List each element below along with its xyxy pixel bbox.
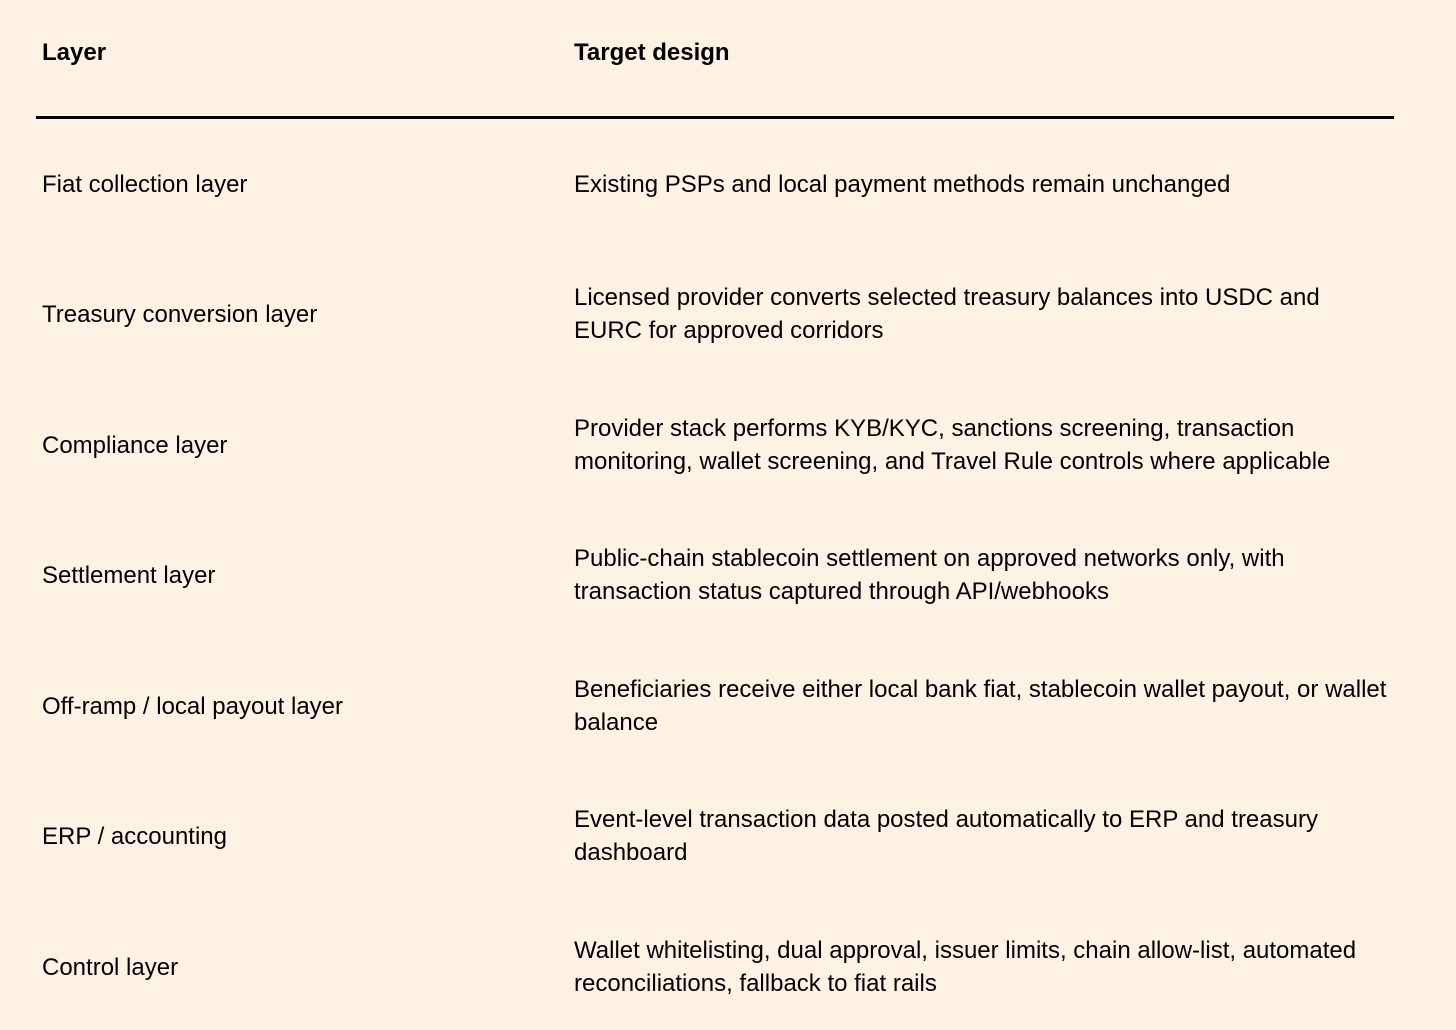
design-text: Existing PSPs and local payment methods remain unchanged <box>574 170 1231 198</box>
layer-cell: Off-ramp / local payout layer <box>42 692 344 720</box>
design-text: Event-level transaction data posted automatically to ERP and treasury dashboard <box>574 806 1318 866</box>
design-text: Licensed provider converts selected treasury balances into USDC and EURC for approved corridors <box>574 284 1320 344</box>
layer-cell: Control layer <box>42 953 179 981</box>
design-cell <box>574 134 1394 234</box>
table-row <box>42 786 1394 886</box>
table-row <box>42 134 1394 234</box>
layer-cell: ERP / accounting <box>42 822 228 850</box>
design-text: Public-chain stablecoin settlement on approved networks only, with transaction status captured through API/webhooks <box>574 545 1285 605</box>
layer-cell: Compliance layer <box>42 431 228 459</box>
table-header-row <box>42 36 1394 70</box>
layer-cell: Settlement layer <box>42 561 216 589</box>
design-text: Provider stack performs KYB/KYC, sanctions screening, transaction monitoring, wallet screening, and Travel Rule controls where applicable <box>574 415 1331 475</box>
table-row <box>42 264 1394 364</box>
table-row <box>42 917 1394 1017</box>
layer-cell: Treasury conversion layer <box>42 300 318 328</box>
header-target-design: Target design <box>574 39 730 66</box>
header-divider <box>36 116 1394 119</box>
layer-cell: Fiat collection layer <box>42 170 248 198</box>
design-text: Wallet whitelisting, dual approval, issuer limits, chain allow-list, automated reconciliations, fallback to fiat rails <box>574 937 1357 997</box>
design-cell <box>574 656 1394 756</box>
header-layer: Layer <box>42 39 107 66</box>
design-cell <box>574 525 1394 625</box>
table-row <box>42 656 1394 756</box>
table-row <box>42 395 1394 495</box>
design-cell <box>574 917 1394 1017</box>
design-text: Beneficiaries receive either local bank fiat, stablecoin wallet payout, or wallet balance <box>574 676 1387 736</box>
table-row <box>42 525 1394 625</box>
design-cell <box>574 395 1394 495</box>
design-cell <box>574 264 1394 364</box>
design-cell <box>574 786 1394 886</box>
